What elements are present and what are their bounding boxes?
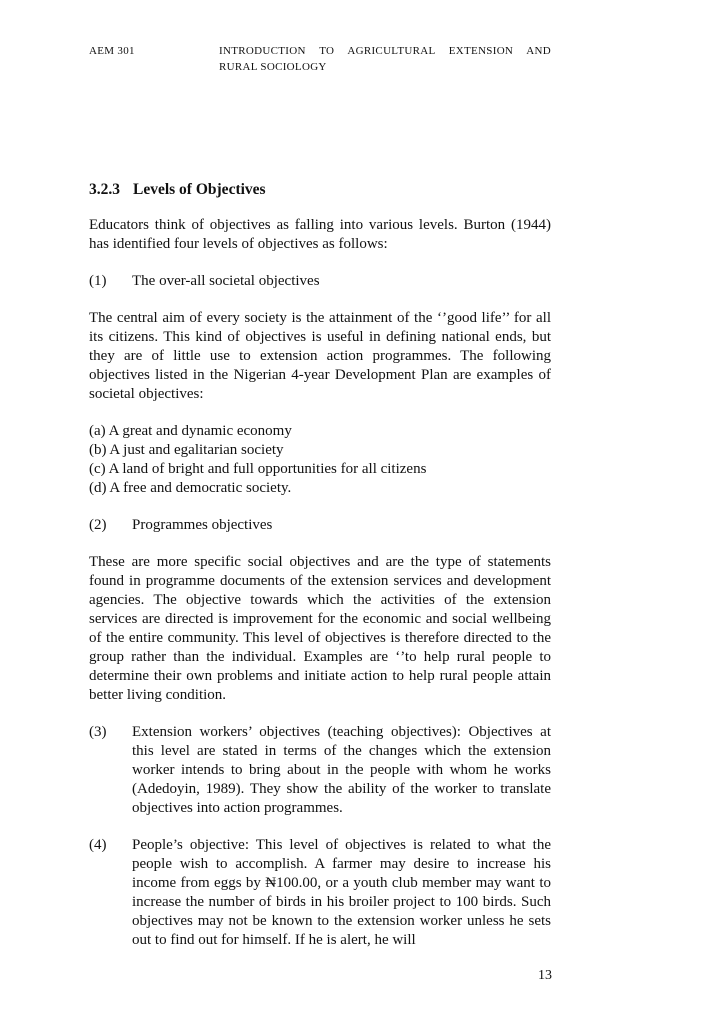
list-item: (c) A land of bright and full opportunities for all citizens [89,461,427,477]
level-2-heading [89,516,551,535]
list-item: (a) A great and dynamic economy [89,423,292,439]
intro-paragraph: Educators think of objectives as falling into various levels. Burton (1944) has identified four levels of objectives as follows: [89,217,551,252]
level-2-title: Programmes objectives [132,517,273,533]
course-title [219,43,551,75]
level-3-number: (3) [89,724,107,740]
level-1-title: The over-all societal objectives [132,273,320,289]
level-2-paragraph: These are more specific social objectives and are the type of statements found in programme documents of the extension services and development agencies. The objective towards which the activities of the extension services are directed is improvement for the economic and social wellbeing of the entire community. This level of objectives is therefore directed to the group rather than the individual. Examples are ‘’to help rural people to determine their own problems and initiate action to help rural people attain better living condition. [89,554,551,703]
level-1-heading [89,272,551,291]
list-item: (b) A just and egalitarian society [89,442,284,458]
level-1-paragraph: The central aim of every society is the attainment of the ‘’good life’’ for all its citizens. This kind of objectives is useful in defining national ends, but they are of little use to extension action programmes. The following objectives listed in the Nigerian 4-year Development Plan are examples of societal objectives: [89,310,551,402]
page-number: 13 [538,968,552,983]
level-4-text: People’s objective: This level of objectives is related to what the people wish to accomplish. A farmer may desire to increase his income from eggs by ₦100.00, or a youth club member may want to increase the number of birds in his broiler project to 100 birds. Such objectives may not be known to the extension worker unless he sets out to find out for himself. If he is alert, he will [132,837,551,948]
section-title: Levels of Objectives [133,181,266,198]
societal-objectives-list [89,422,551,498]
level-3-text: Extension workers’ objectives (teaching objectives): Objectives at this level are stated in terms of the changes which the extension worker intends to bring about in the people with whom he works (Adedoyin, 1989). They show the ability of the worker to translate objectives into action programmes. [132,724,551,816]
section-number: 3.2.3 [89,181,120,198]
course-title-line1: INTRODUCTION TO AGRICULTURAL EXTENSION AND [219,45,551,57]
level-4-item [89,836,551,950]
section-heading [89,180,551,199]
list-item: (d) A free and democratic society. [89,480,292,496]
page-body [89,180,551,968]
course-title-line2: RURAL SOCIOLOGY [219,61,327,73]
course-code: AEM 301 [89,45,135,57]
level-1-number: (1) [89,273,107,289]
level-4-number: (4) [89,837,107,853]
level-2-number: (2) [89,517,107,533]
level-3-item [89,723,551,818]
